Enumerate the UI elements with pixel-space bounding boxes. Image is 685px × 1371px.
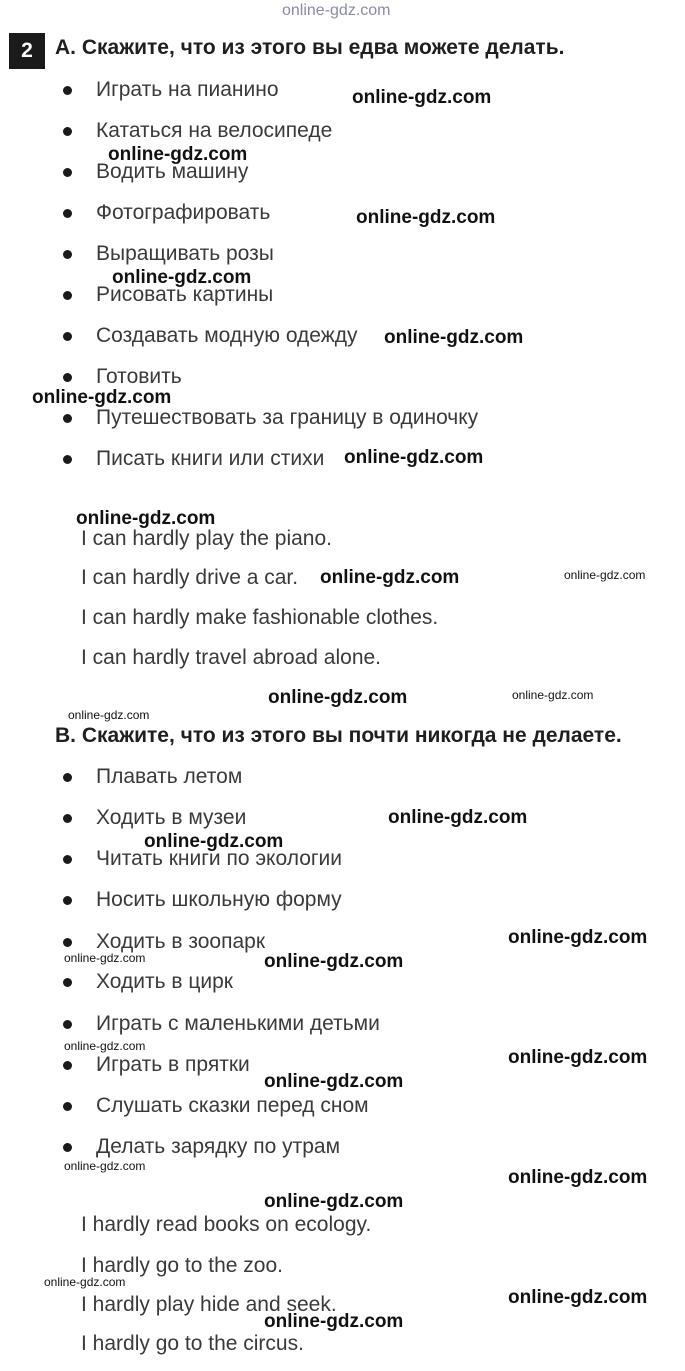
bullet-icon [63,773,72,782]
watermark: online-gdz.com [64,951,146,965]
watermark: online-gdz.com [508,1287,648,1308]
answer-line: I can hardly make fashionable clothes. [81,606,439,629]
bullet-icon [63,455,72,464]
bullet-icon [63,209,72,218]
bullet-icon [63,250,72,259]
watermark: online-gdz.com [564,568,646,582]
watermark: online-gdz.com [76,508,216,529]
answer-line: I hardly read books on ecology. [81,1213,372,1236]
bullet-icon [63,414,72,423]
bullet-icon [63,168,72,177]
answer-line: I hardly go to the circus. [81,1332,304,1355]
bullet-icon [63,127,72,136]
answer-line: I can hardly travel abroad alone. [81,646,382,669]
watermark: online-gdz.com [384,327,524,348]
answer-line: I hardly go to the zoo. [81,1254,283,1277]
bullet-icon [63,1061,72,1070]
bullet-icon [63,1020,72,1029]
bullet-icon [63,1102,72,1111]
watermark: online-gdz.com [344,447,484,468]
exercise-number-badge: 2 [9,33,45,69]
bullet-icon [63,814,72,823]
watermark: online-gdz.com [512,688,594,702]
watermark: online-gdz.com [268,687,408,708]
watermark: online-gdz.com [264,1071,404,1092]
answer-line: I hardly play hide and seek. [81,1293,337,1316]
watermark: online-gdz.com [108,144,248,165]
watermark: online-gdz.com [320,567,460,588]
watermark: online-gdz.com [508,1047,648,1068]
answer-line: I can hardly drive a car. [81,566,299,589]
watermark: online-gdz.com [32,387,172,408]
bullet-icon [63,938,72,947]
watermark: online-gdz.com [112,267,252,288]
watermark: online-gdz.com [508,1167,648,1188]
watermark: online-gdz.com [356,207,496,228]
bullet-icon [63,896,72,905]
answer-line: I can hardly play the piano. [81,527,332,550]
section-b-heading: B. Скажите, что из этого вы почти никогда не делаете. [55,724,622,747]
watermark: online-gdz.com [352,87,492,108]
top-watermark: online-gdz.com [282,2,391,19]
watermark: online-gdz.com [44,1275,126,1289]
watermark: online-gdz.com [264,1191,404,1212]
watermark: online-gdz.com [508,927,648,948]
bullet-icon [63,1143,72,1152]
bullet-icon [63,86,72,95]
bullet-icon [63,291,72,300]
watermark: online-gdz.com [64,1159,146,1173]
watermark: online-gdz.com [64,1039,146,1053]
watermark: online-gdz.com [264,951,404,972]
watermark: online-gdz.com [388,807,528,828]
watermark: online-gdz.com [144,831,284,852]
bullet-icon [63,855,72,864]
watermark: online-gdz.com [264,1311,404,1332]
bullet-icon [63,373,72,382]
watermark: online-gdz.com [68,708,150,722]
section-a-heading: A. Скажите, что из этого вы едва можете делать. [55,36,565,59]
bullet-icon [63,332,72,341]
bullet-icon [63,978,72,987]
